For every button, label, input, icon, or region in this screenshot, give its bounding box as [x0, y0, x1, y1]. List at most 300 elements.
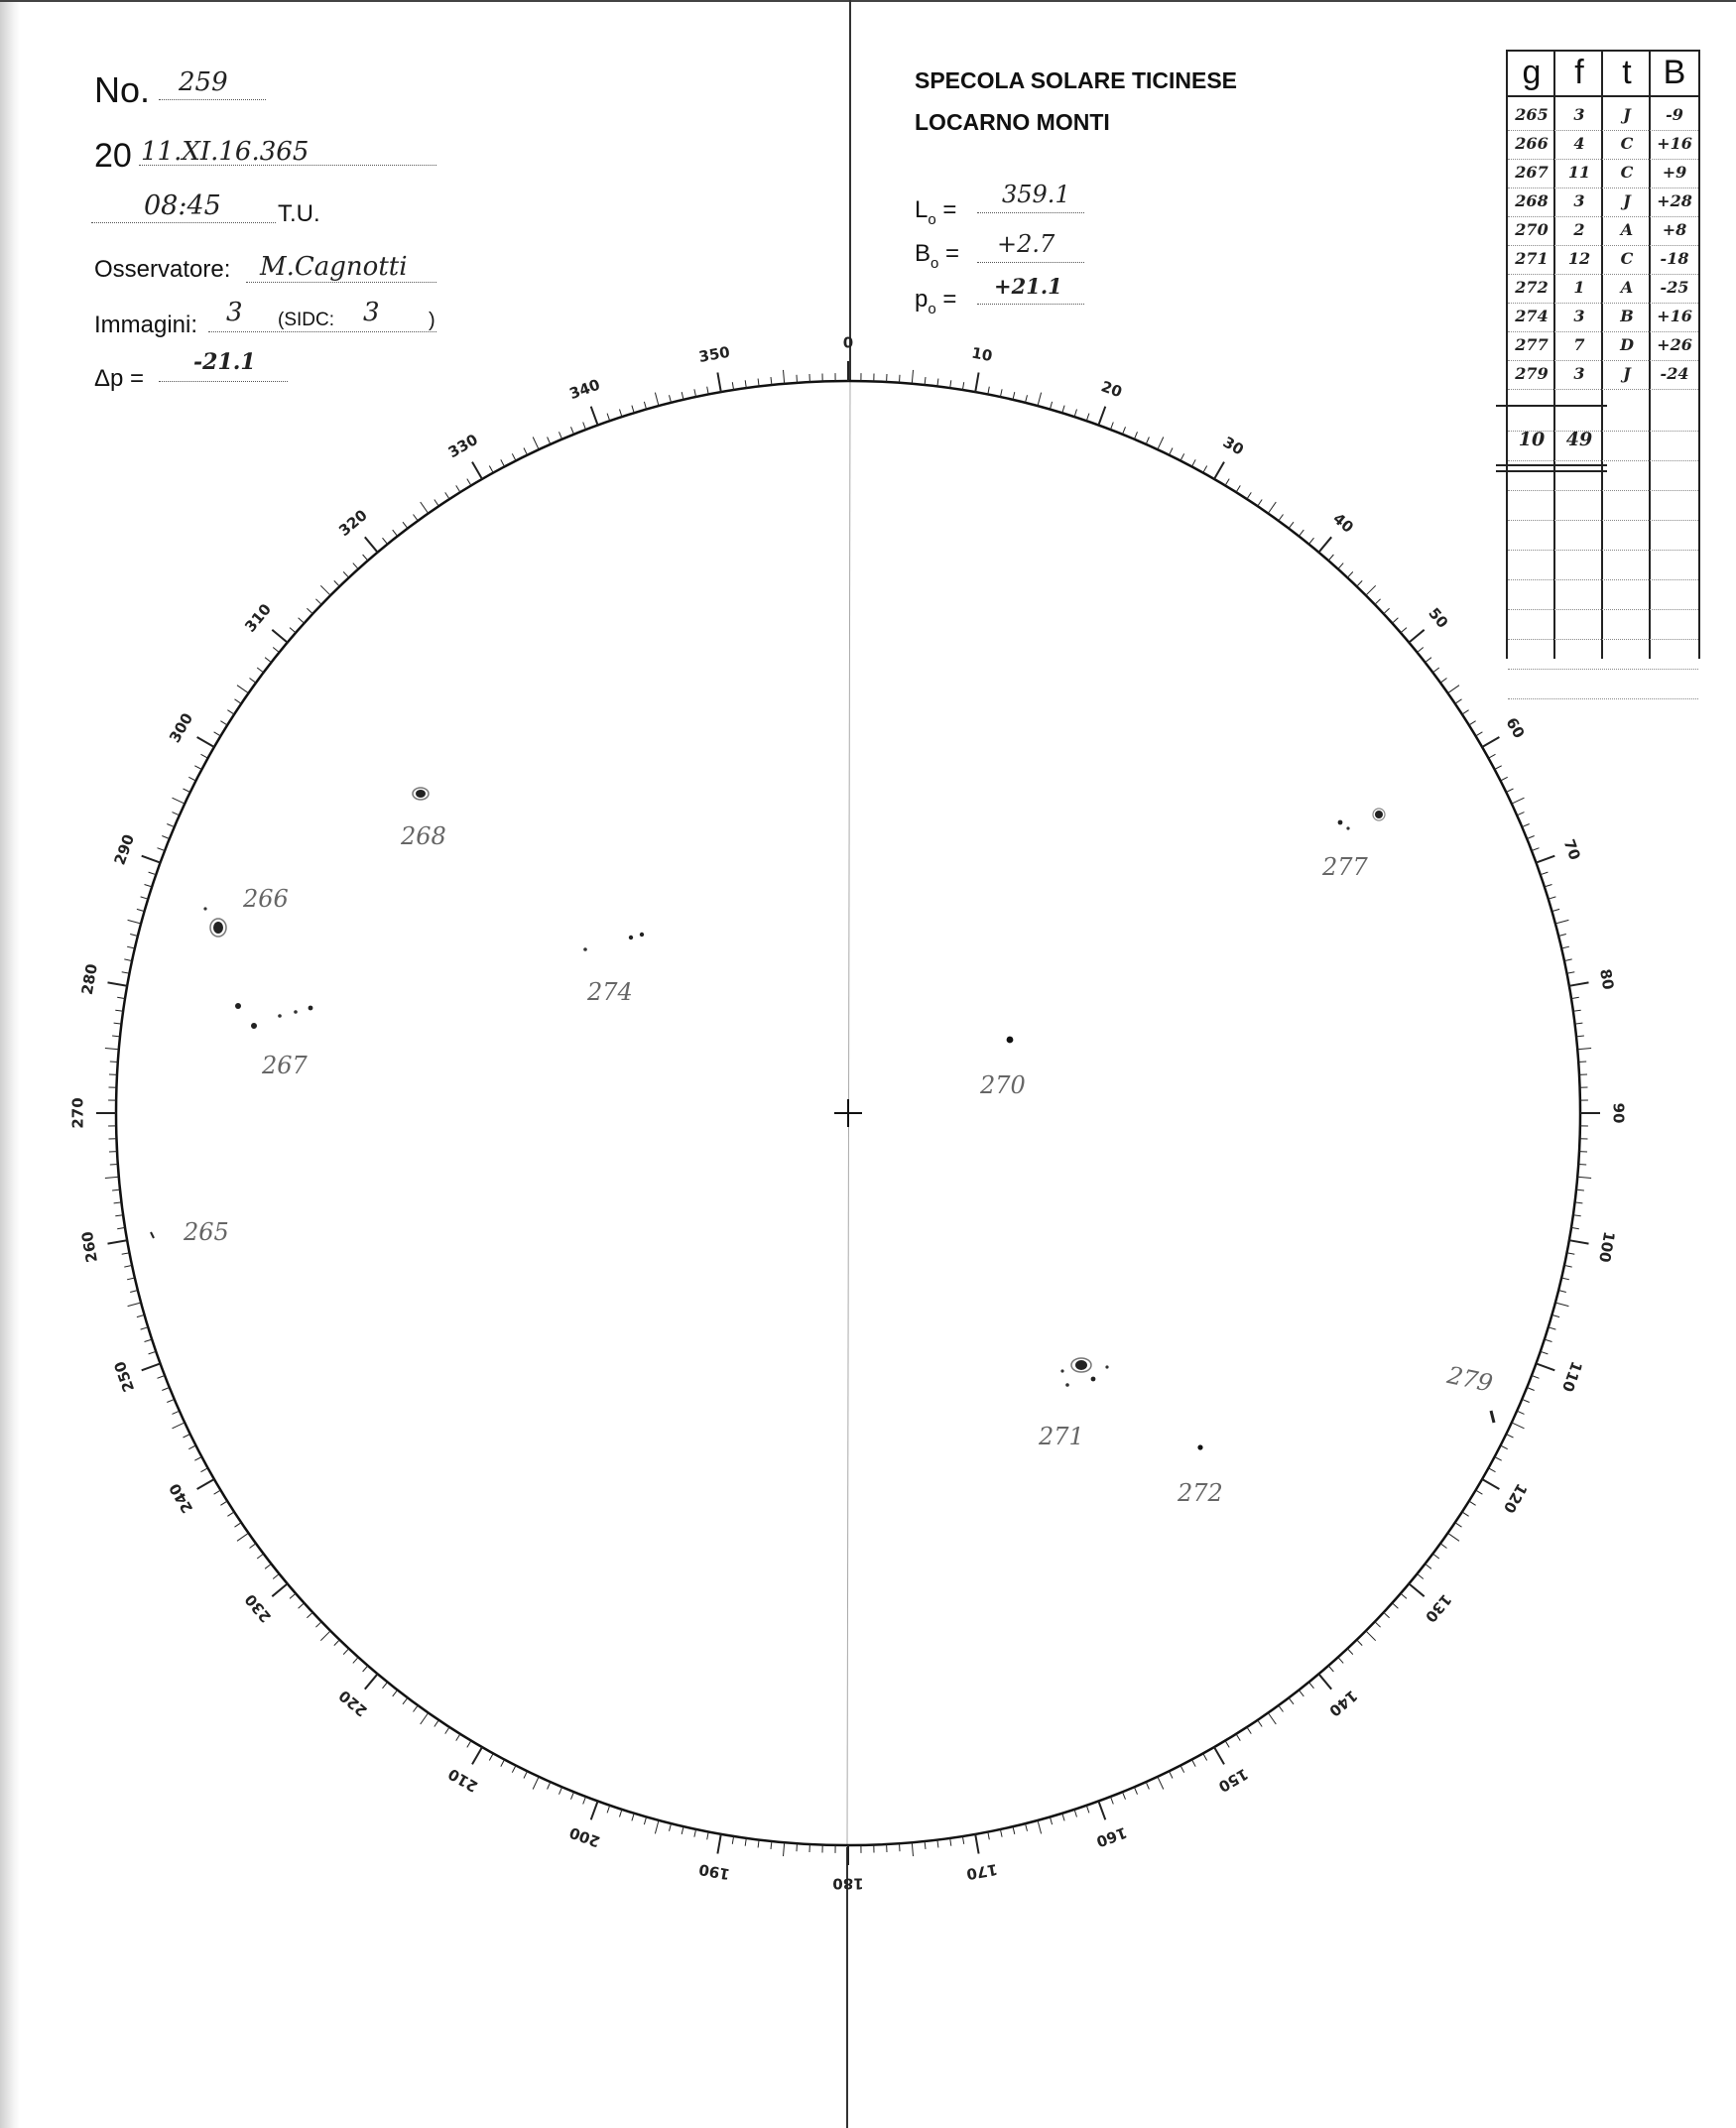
- group-label-274: 274: [587, 978, 633, 1006]
- degree-tick: [682, 392, 683, 400]
- degree-tick: [467, 1741, 471, 1748]
- degree-tick: [1545, 1339, 1552, 1341]
- degree-tick: [632, 1814, 634, 1821]
- degree-tick: [1418, 648, 1424, 653]
- degree-label: 270: [68, 1097, 87, 1129]
- table-cell: 270: [1515, 220, 1549, 239]
- degree-tick: [1549, 1327, 1556, 1329]
- degree-tick: [1268, 502, 1276, 514]
- degree-tick: [1086, 414, 1089, 422]
- degree-label: 20: [1098, 377, 1125, 402]
- degree-tick: [1236, 1734, 1240, 1741]
- degree-tick: [1366, 585, 1376, 595]
- table-cell: A: [1620, 278, 1634, 297]
- degree-tick: [1146, 1782, 1149, 1789]
- degree-tick: [403, 522, 408, 528]
- degree-tick: [1482, 1479, 1499, 1489]
- degree-tick: [950, 380, 951, 388]
- degree-tick: [1577, 1177, 1591, 1178]
- degree-tick: [1000, 389, 1002, 397]
- degree-tick: [1134, 432, 1137, 438]
- degree-tick: [912, 370, 913, 384]
- degree-tick: [512, 1766, 516, 1773]
- degree-tick: [403, 1697, 408, 1703]
- degree-tick: [717, 373, 720, 393]
- degree-tick: [975, 373, 978, 393]
- degree-tick: [1558, 1291, 1566, 1293]
- degree-tick: [1375, 599, 1381, 605]
- degree-tick: [1338, 563, 1343, 569]
- degree-tick: [445, 492, 449, 499]
- degree-tick: [655, 393, 659, 407]
- degree-tick: [1111, 1797, 1114, 1805]
- degree-tick: [145, 885, 153, 887]
- degree-tick: [265, 658, 271, 663]
- degree-label: 220: [335, 1686, 371, 1720]
- degree-tick: [363, 555, 368, 561]
- b0-value: +2.7: [997, 230, 1055, 258]
- table-cell: +8: [1662, 220, 1687, 239]
- total-groups: 10: [1518, 429, 1546, 450]
- degree-tick: [1455, 699, 1462, 704]
- degree-tick: [925, 1841, 926, 1849]
- degree-tick: [1158, 1777, 1164, 1790]
- degree-tick: [124, 959, 132, 961]
- degree-tick: [758, 1840, 759, 1848]
- degree-tick: [1555, 1303, 1569, 1307]
- degree-tick: [1347, 571, 1353, 577]
- degree-tick: [1074, 410, 1076, 418]
- degree-tick: [1578, 1062, 1586, 1063]
- degree-tick: [524, 448, 528, 455]
- group-label-271: 271: [1039, 1423, 1084, 1450]
- group-label-266: 266: [243, 885, 289, 913]
- sunspot-group-267: [235, 1003, 312, 1029]
- degree-tick: [142, 1363, 161, 1370]
- degree-tick: [1299, 1690, 1303, 1696]
- degree-tick: [162, 836, 169, 839]
- degree-label: 50: [1425, 604, 1452, 632]
- degree-tick: [925, 377, 926, 385]
- degree-tick: [105, 1177, 119, 1178]
- degree-tick: [315, 1622, 321, 1628]
- degree-tick: [1098, 1802, 1105, 1820]
- degree-label: 190: [697, 1860, 732, 1884]
- degree-tick: [1448, 1533, 1460, 1541]
- degree-tick: [227, 710, 234, 714]
- degree-tick: [571, 427, 574, 434]
- degree-tick: [1512, 798, 1525, 804]
- degree-tick: [912, 1842, 913, 1856]
- degree-tick: [745, 1838, 746, 1846]
- degree-tick: [1180, 1766, 1184, 1773]
- p0-value: +21.1: [994, 274, 1062, 299]
- degree-tick: [1476, 732, 1483, 736]
- degree-tick: [250, 679, 256, 684]
- degree-tick: [1347, 1649, 1353, 1655]
- degree-tick: [290, 1593, 296, 1598]
- degree-tick: [501, 1760, 505, 1767]
- table-header-g: g: [1522, 54, 1542, 91]
- degree-tick: [1440, 1544, 1446, 1549]
- degree-tick: [533, 438, 539, 450]
- degree-tick: [265, 1564, 271, 1568]
- degree-label: 130: [1421, 1590, 1455, 1626]
- degree-label: 330: [444, 430, 481, 462]
- table-cell: +28: [1657, 191, 1692, 210]
- degree-tick: [1566, 1253, 1574, 1255]
- degree-tick: [670, 395, 672, 403]
- degree-label: 290: [110, 831, 139, 868]
- degree-tick: [214, 732, 221, 736]
- degree-tick: [421, 1713, 429, 1725]
- sidc-label: (SIDC:: [278, 310, 334, 330]
- degree-tick: [320, 1631, 330, 1641]
- degree-tick: [194, 766, 201, 770]
- table-cell: 12: [1567, 249, 1591, 268]
- date-prefix: 20: [94, 137, 132, 175]
- table-cell: +26: [1657, 335, 1692, 354]
- degree-label: 280: [77, 962, 101, 997]
- degree-tick: [1384, 608, 1390, 614]
- degree-tick: [1279, 515, 1284, 521]
- degree-tick: [112, 1036, 120, 1037]
- degree-tick: [732, 1836, 733, 1844]
- degree-label: 140: [1325, 1686, 1361, 1720]
- table-cell: 1: [1573, 278, 1585, 297]
- degree-tick: [1409, 630, 1424, 643]
- degree-tick: [1537, 1363, 1555, 1370]
- degree-tick: [489, 466, 493, 473]
- degree-tick: [548, 438, 551, 444]
- degree-tick: [937, 379, 938, 387]
- degree-tick: [1357, 1640, 1363, 1646]
- degree-tick: [1571, 1227, 1579, 1228]
- number-label: No.: [94, 69, 151, 110]
- degree-label: 230: [241, 1590, 276, 1626]
- degree-tick: [343, 1649, 349, 1655]
- table-header-f: f: [1574, 54, 1584, 91]
- degree-tick: [1476, 1490, 1483, 1494]
- group-label-268: 268: [401, 822, 446, 850]
- degree-tick: [591, 407, 598, 426]
- degree-tick: [1527, 836, 1534, 839]
- degree-label: 100: [1595, 1229, 1619, 1264]
- degree-tick: [1561, 1278, 1569, 1280]
- sunspot-group-272: [1197, 1444, 1202, 1449]
- sidc-value: 3: [363, 298, 380, 327]
- degree-tick: [1555, 920, 1569, 924]
- table-cell: 267: [1515, 163, 1549, 182]
- degree-tick: [1098, 407, 1105, 426]
- degree-tick: [1564, 959, 1572, 961]
- delta-p-value: -21.1: [193, 349, 256, 375]
- degree-tick: [1123, 427, 1126, 434]
- degree-tick: [1392, 618, 1398, 623]
- sunspot-group-265: [151, 1232, 154, 1238]
- degree-tick: [383, 1683, 388, 1689]
- date-value: 11.XI.16.365: [141, 137, 310, 167]
- table-cell: 271: [1515, 249, 1549, 268]
- degree-tick: [591, 1802, 598, 1820]
- degree-tick: [1026, 395, 1028, 403]
- degree-tick: [414, 1705, 419, 1711]
- p0-label: $p_o$ =: [915, 286, 957, 317]
- degree-tick: [257, 668, 263, 673]
- degree-label: 170: [964, 1860, 999, 1884]
- table-cell: C: [1620, 134, 1634, 153]
- degree-tick: [108, 1240, 128, 1243]
- degree-tick: [1180, 453, 1184, 460]
- degree-tick: [137, 909, 145, 911]
- degree-tick: [158, 848, 166, 851]
- degree-tick: [1527, 1388, 1534, 1391]
- table-cell: -9: [1666, 105, 1683, 124]
- degree-tick: [108, 982, 128, 985]
- degree-tick: [197, 737, 214, 747]
- degree-tick: [1532, 1376, 1540, 1379]
- degree-tick: [1577, 1049, 1591, 1050]
- degree-tick: [414, 515, 419, 521]
- degree-tick: [1569, 1240, 1589, 1243]
- degree-label: 70: [1559, 836, 1584, 863]
- degree-tick: [1247, 1727, 1251, 1734]
- degree-label: 80: [1596, 967, 1618, 991]
- degree-tick: [1573, 1215, 1581, 1216]
- degree-tick: [122, 1253, 130, 1255]
- degree-tick: [353, 1657, 358, 1663]
- degree-tick: [343, 571, 349, 577]
- degree-tick: [194, 1457, 201, 1461]
- degree-tick: [383, 538, 388, 544]
- images-value: 3: [226, 298, 243, 327]
- degree-label: 300: [165, 709, 197, 746]
- degree-tick: [655, 1820, 659, 1834]
- degree-tick: [1462, 1512, 1469, 1516]
- degree-tick: [173, 1423, 186, 1429]
- degree-tick: [472, 462, 482, 479]
- degree-tick: [1432, 668, 1438, 673]
- table-cell: 266: [1515, 134, 1549, 153]
- degree-tick: [1158, 438, 1164, 450]
- degree-tick: [1489, 754, 1496, 758]
- degree-tick: [1448, 686, 1460, 693]
- degree-tick: [1522, 1399, 1529, 1402]
- degree-tick: [1366, 1631, 1376, 1641]
- table-header-t: t: [1622, 54, 1632, 91]
- degree-tick: [1517, 1411, 1524, 1414]
- degree-tick: [214, 1490, 221, 1494]
- degree-tick: [1062, 1814, 1064, 1821]
- degree-tick: [707, 387, 709, 395]
- degree-label: 10: [970, 343, 994, 365]
- table-cell: C: [1620, 163, 1634, 182]
- degree-tick: [1289, 522, 1294, 528]
- time-unit: T.U.: [278, 200, 320, 227]
- table-cell: 7: [1573, 335, 1585, 354]
- degree-tick: [1469, 1501, 1476, 1505]
- degree-label: 60: [1502, 714, 1529, 742]
- degree-tick: [533, 1777, 539, 1790]
- degree-tick: [694, 389, 696, 397]
- degree-tick: [235, 1523, 242, 1528]
- degree-tick: [1426, 1564, 1431, 1568]
- degree-tick: [707, 1831, 709, 1839]
- observatory-name: SPECOLA SOLARE TICINESE: [915, 67, 1238, 93]
- degree-tick: [559, 432, 562, 438]
- images-label: Immagini:: [94, 312, 198, 338]
- degree-tick: [1214, 1747, 1224, 1764]
- degree-tick: [732, 382, 733, 390]
- degree-tick: [1258, 500, 1263, 507]
- degree-tick: [105, 1049, 119, 1050]
- degree-tick: [456, 485, 460, 492]
- degree-tick: [1013, 1826, 1015, 1834]
- time-value: 08:45: [144, 190, 221, 221]
- degree-tick: [670, 1823, 672, 1831]
- degree-tick: [1192, 1760, 1196, 1767]
- degree-tick: [1506, 789, 1513, 793]
- degree-tick: [1532, 848, 1540, 851]
- degree-label: 200: [566, 1822, 603, 1851]
- degree-tick: [250, 1544, 256, 1549]
- degree-tick: [489, 1754, 493, 1761]
- degree-tick: [1268, 1713, 1276, 1725]
- degree-tick: [1026, 1823, 1028, 1831]
- degree-tick: [1549, 897, 1556, 899]
- degree-tick: [393, 530, 398, 536]
- table-cell: 268: [1515, 191, 1549, 210]
- degree-tick: [299, 1603, 305, 1608]
- degree-tick: [1192, 459, 1196, 466]
- degree-tick: [1573, 1010, 1581, 1011]
- degree-label: 340: [566, 375, 603, 404]
- degree-tick: [1545, 885, 1552, 887]
- degree-tick: [1578, 1165, 1586, 1166]
- degree-tick: [1308, 538, 1313, 544]
- degree-tick: [745, 380, 746, 388]
- degree-tick: [1566, 972, 1574, 974]
- degree-label: 110: [1557, 1358, 1586, 1395]
- degree-tick: [559, 1787, 562, 1794]
- degree-tick: [512, 453, 516, 460]
- degree-tick: [290, 628, 296, 633]
- group-label-272: 272: [1178, 1479, 1223, 1507]
- degree-tick: [1576, 1036, 1584, 1037]
- degree-tick: [365, 1674, 378, 1689]
- degree-tick: [1236, 485, 1240, 492]
- degree-tick: [1318, 1674, 1331, 1689]
- observer-label: Osservatore:: [94, 256, 231, 283]
- degree-tick: [583, 423, 586, 431]
- degree-tick: [141, 1327, 149, 1329]
- table-cell: B: [1620, 307, 1634, 325]
- sunspot-group-266: [203, 907, 226, 937]
- degree-tick: [235, 699, 242, 704]
- degree-tick: [1203, 466, 1207, 473]
- degree-tick: [1279, 1705, 1284, 1711]
- l0-value: 359.1: [1002, 181, 1070, 208]
- degree-tick: [307, 1612, 312, 1618]
- degree-tick: [632, 406, 634, 414]
- degree-tick: [1495, 1457, 1502, 1461]
- degree-tick: [1299, 530, 1303, 536]
- degree-tick: [173, 1411, 180, 1414]
- degree-label: 30: [1219, 433, 1247, 459]
- table-cell: 265: [1515, 105, 1549, 124]
- degree-tick: [128, 920, 142, 924]
- degree-tick: [1214, 462, 1224, 479]
- degree-tick: [1501, 1445, 1508, 1449]
- degree-label: 0: [842, 333, 854, 352]
- total-spots: 49: [1565, 429, 1593, 450]
- degree-tick: [149, 1351, 157, 1354]
- degree-tick: [1561, 946, 1569, 948]
- degree-tick: [548, 1782, 551, 1789]
- degree-tick: [988, 387, 990, 395]
- degree-tick: [114, 1023, 122, 1024]
- degree-tick: [1432, 1554, 1438, 1559]
- degree-tick: [1086, 1806, 1089, 1814]
- degree-tick: [162, 1388, 169, 1391]
- degree-tick: [1517, 813, 1524, 815]
- degree-tick: [128, 1303, 142, 1307]
- degree-tick: [115, 1010, 123, 1011]
- degree-tick: [117, 997, 125, 998]
- degree-tick: [1247, 492, 1251, 499]
- degree-tick: [962, 1836, 963, 1844]
- table-cell: 3: [1573, 105, 1585, 124]
- degree-tick: [1038, 393, 1042, 407]
- number-value: 259: [179, 67, 228, 97]
- degree-tick: [1455, 1523, 1462, 1528]
- degree-label: 180: [832, 1874, 864, 1893]
- degree-label: 210: [444, 1764, 481, 1797]
- degree-tick: [201, 754, 208, 758]
- degree-tick: [1170, 1771, 1174, 1778]
- table-cell: -18: [1660, 249, 1689, 268]
- degree-tick: [1000, 1829, 1002, 1837]
- degree-tick: [937, 1840, 938, 1848]
- degree-tick: [145, 1339, 153, 1341]
- degree-tick: [607, 1806, 610, 1814]
- degree-tick: [124, 1265, 132, 1267]
- degree-tick: [1074, 1810, 1076, 1817]
- table-cell: 277: [1515, 335, 1549, 354]
- degree-tick: [1501, 777, 1508, 781]
- table-cell: 11: [1567, 163, 1591, 182]
- sunspot-group-274: [583, 933, 644, 951]
- degree-tick: [1308, 1683, 1313, 1689]
- degree-tick: [421, 502, 429, 514]
- degree-tick: [644, 1816, 646, 1824]
- degree-tick: [1375, 1622, 1381, 1628]
- degree-tick: [1564, 1265, 1572, 1267]
- degree-tick: [220, 721, 227, 725]
- degree-tick: [1575, 1202, 1583, 1203]
- degree-tick: [1401, 628, 1407, 633]
- degree-label: 90: [1609, 1102, 1628, 1124]
- degree-tick: [220, 1501, 227, 1505]
- degree-tick: [114, 1202, 122, 1203]
- degree-tick: [167, 824, 174, 827]
- degree-tick: [758, 379, 759, 387]
- degree-tick: [1469, 721, 1476, 725]
- degree-tick: [962, 382, 963, 390]
- degree-tick: [1522, 824, 1529, 827]
- degree-tick: [1225, 479, 1229, 486]
- degree-tick: [1050, 402, 1052, 410]
